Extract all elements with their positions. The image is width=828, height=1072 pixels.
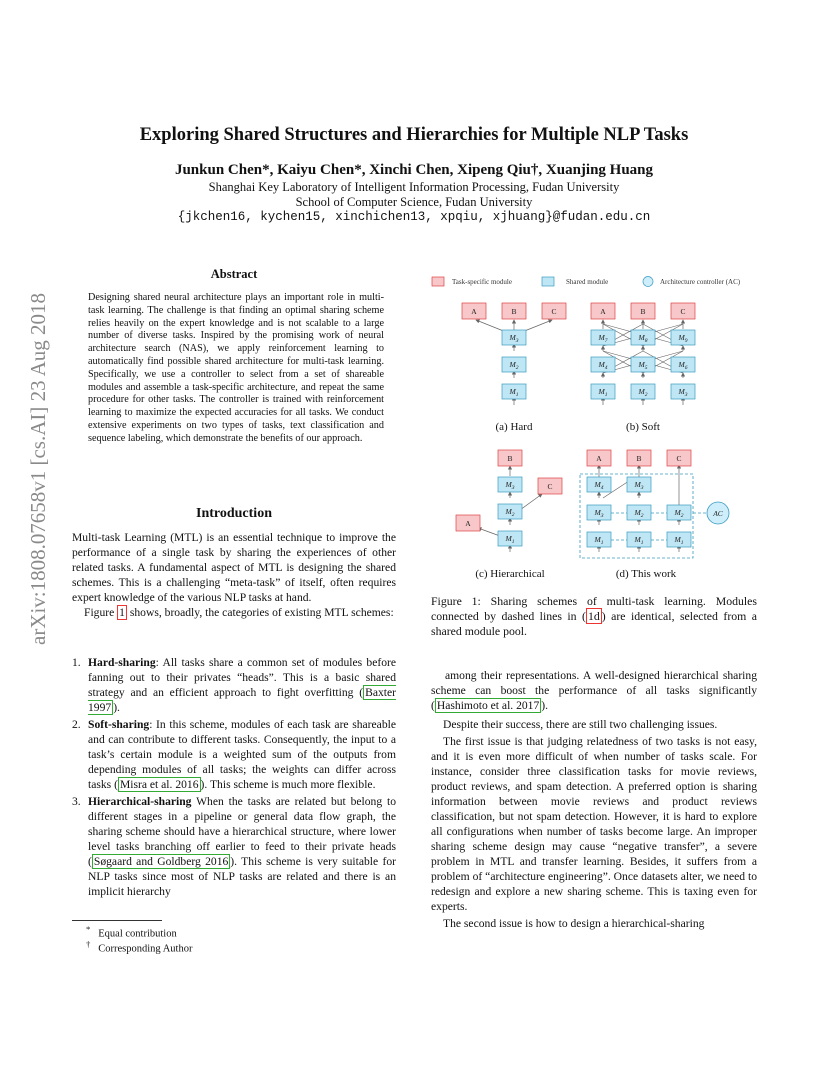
svg-text:M2: $M_2$: [634, 508, 644, 519]
legend-task-label: Task-specific module: [452, 278, 512, 286]
label-a: A: [471, 307, 477, 316]
citation-link[interactable]: Søgaard and Goldberg 2016: [93, 855, 229, 868]
footnote-1-text: Equal contribution: [98, 928, 177, 940]
list-item: [72, 794, 396, 899]
list-item-number: 2.: [72, 718, 81, 731]
figure-1-diagram: [420, 270, 765, 590]
svg-text:M3: $M_3$: [678, 387, 688, 398]
right-column-body: [431, 668, 757, 931]
citation-link[interactable]: Misra et al. 2016: [119, 778, 199, 791]
scheme-list: [72, 655, 396, 901]
subcaption-this-work: (d) This work: [615, 568, 677, 580]
subcaption-hard: (a) Hard: [495, 421, 533, 433]
svg-text:M3: $M_3$: [634, 480, 644, 491]
label-c: C: [551, 307, 557, 316]
footnote-2-text: Corresponding Author: [98, 943, 193, 955]
figure-1-caption: [431, 594, 757, 639]
continuation-text: among their representations. A well-designed hierarchical sharing scheme can boost the performance of all tasks significantly (: [431, 669, 757, 712]
right-paragraph-continuation: [431, 668, 757, 713]
ac-label: AC: [713, 509, 723, 518]
svg-text:M3: $M_3$: [509, 333, 519, 344]
label-b: B: [640, 307, 646, 316]
svg-text:M2: $M_2$: [674, 508, 684, 519]
caption-end: ) are identical, selected from a shared module pool.: [431, 609, 757, 638]
list-item: [72, 717, 396, 792]
legend-task-swatch: [432, 277, 444, 286]
subcaption-soft: (b) Soft: [626, 421, 660, 433]
list-item-number: 1.: [72, 656, 81, 669]
legend-shared-label: Shared module: [566, 278, 609, 286]
svg-text:M2: $M_2$: [505, 507, 515, 518]
arxiv-stamp: [22, 290, 52, 650]
affiliation-1: Shanghai Key Laboratory of Intelligent Information Processing, Fudan University: [208, 180, 620, 194]
svg-text:M6: $M_6$: [678, 360, 688, 371]
subcaption-hierarchical: (c) Hierarchical: [475, 568, 545, 580]
footnote-1: [86, 924, 177, 940]
intro-body: [72, 530, 396, 620]
right-paragraph-first-issue: The first issue is that judging relatedness of two tasks is not easy, and it is even more difficult of when number of tasks scale. For instance, consider three classification tasks for movie reviews, product reviews, and spam detection. A preferred option is sharing information between movie reviews and product reviews classification, but not spam detection. However, it is hard to explore all configurations when number of tasks become large. An improper sharing scheme design may cause “negative transfer”, a severe problem in MTL and transfer learning. Besides, it suffers from a problem of “architecture engineering”. Once datasets alter, we need to redesign and explore a new sharing scheme. This is taxing even for experts.: [431, 735, 757, 913]
list-item-text-end: ).: [113, 701, 120, 714]
list-item-text: When the tasks are related but belong to different stages in a pipeline or general data flow graph, the sharing scheme should have a hierarchical structure, where lower level tasks branching off earlier to feed to their private heads (: [88, 795, 396, 868]
svg-text:M7: $M_7$: [598, 333, 608, 344]
affiliation-2: School of Computer Science, Fudan University: [295, 195, 533, 209]
citation-link[interactable]: Baxter 1997: [88, 686, 396, 714]
svg-text:M1: $M_1$: [634, 535, 644, 546]
introduction-heading: Introduction: [196, 506, 272, 521]
citation-link[interactable]: Hashimoto et al. 2017: [436, 699, 540, 712]
list-item-term: Soft-sharing: [88, 718, 150, 731]
caption-start: Figure 1: Sharing schemes of multi-task learning. Modules connected by dashed lines in (: [431, 594, 757, 623]
figure-1-link[interactable]: 1: [119, 606, 125, 619]
arxiv-stamp-text: arXiv:1808.07658v1 [cs.AI] 23 Aug 2018: [26, 292, 50, 645]
list-item-text-end: ). This scheme is much more flexible.: [200, 778, 376, 791]
paper-title: Exploring Shared Structures and Hierarchies for Multiple NLP Tasks: [139, 125, 689, 145]
label-b: B: [507, 454, 513, 463]
label-b: B: [636, 454, 642, 463]
legend-ac-swatch: [643, 277, 653, 287]
right-paragraph-challenges: Despite their success, there are still two challenging issues.: [443, 718, 718, 731]
label-a: A: [596, 454, 602, 463]
label-a: A: [600, 307, 606, 316]
svg-text:M3: $M_3$: [594, 508, 604, 519]
svg-text:M2: $M_2$: [509, 360, 519, 371]
svg-text:M1: $M_1$: [598, 387, 608, 398]
list-item-term: Hierarchical-sharing: [88, 795, 192, 808]
list-item-text: : All tasks share a common set of modules before fanning out to their privates “heads”. This is a basic shared strategy and an efficient approach to fight overfitting (: [88, 656, 396, 699]
list-item-number: 3.: [72, 795, 81, 808]
list-item-text: : In this scheme, modules of each task are shareable and can contribute to different tasks. Consequently, the input to a task’s certain module is a weighted sum of the outputs from depending modules of all tasks; the weights can differ across tasks (: [88, 718, 396, 791]
list-item: [72, 655, 396, 715]
svg-text:M9: $M_9$: [678, 333, 688, 344]
label-c: C: [676, 454, 682, 463]
abstract-text: Designing shared neural architecture plays an important role in multi-task learning. The challenge is that finding an optimal sharing scheme relies heavily on the expert knowledge and is not scalable to a large number of diverse tasks. Inspired by the promising work of neural architecture search (NAS), we apply reinforcement learning to automatically find possible shared architecture for multi-task learning. Specifically, we use a controller to select from a set of shareable modules and assemble a task-specific architecture, and repeat the same procedure for other tasks. The controller is trained with reinforcement learning to maximize the expected accuracies for all tasks. We conduct extensive experiments on two types of tasks, text classification and sequence labeling, which demonstrate the benefits of our approach.: [88, 292, 384, 444]
author-list: Junkun Chen*, Kaiyu Chen*, Xinchi Chen, Xipeng Qiu†, Xuanjing Huang: [174, 162, 654, 178]
svg-text:M1: $M_1$: [509, 387, 519, 398]
footnote-rule: [72, 920, 162, 921]
right-paragraph-second-issue: The second issue is how to design a hierarchical-sharing: [443, 917, 705, 930]
svg-text:M2: $M_2$: [638, 387, 648, 398]
svg-text:M1: $M_1$: [505, 534, 515, 545]
footnote-1-mark: *: [86, 924, 91, 934]
svg-text:M1: $M_1$: [674, 535, 684, 546]
abstract-heading: Abstract: [210, 267, 258, 281]
label-b: B: [511, 307, 517, 316]
legend-shared-swatch: [542, 277, 554, 286]
intro-p2-start: Figure: [84, 606, 118, 619]
legend-ac-label: Architecture controller (AC): [660, 278, 741, 286]
label-c: C: [547, 482, 553, 491]
svg-text:M5: $M_5$: [638, 360, 648, 371]
intro-paragraph-2: [72, 605, 396, 620]
continuation-end: ).: [541, 699, 549, 712]
list-item-term: Hard-sharing: [88, 656, 156, 669]
svg-text:M8: $M_8$: [638, 333, 648, 344]
footnote-2: [86, 939, 192, 955]
svg-text:M3: $M_3$: [505, 480, 515, 491]
figure-1: [420, 270, 765, 590]
svg-text:M4: $M_4$: [598, 360, 608, 371]
intro-p2-end: shows, broadly, the categories of existing MTL schemes:: [126, 606, 394, 619]
svg-text:M4: $M_4$: [594, 480, 604, 491]
label-a: A: [465, 519, 471, 528]
label-c: C: [680, 307, 686, 316]
svg-text:M1: $M_1$: [594, 535, 604, 546]
intro-paragraph-1: Multi-task Learning (MTL) is an essential technique to improve the performance of a single task by sharing the experiences of other related tasks. A fundamental aspect of MTL is designing the shared schemes. This is a challenging “meta-task” of itself, often requires expert knowledge of the various NLP tasks at hand.: [72, 531, 396, 604]
list-item-text-end: ). This scheme is very suitable for NLP tasks since most of NLP tasks are related and there is an implicit hierarchy: [88, 855, 396, 898]
figure-1d-link[interactable]: 1d: [587, 609, 600, 623]
author-emails: {jkchen16, kychen15, xinchichen13, xpqiu, xjhuang}@fudan.edu.cn: [177, 210, 651, 224]
footnote-2-mark: †: [86, 939, 91, 949]
